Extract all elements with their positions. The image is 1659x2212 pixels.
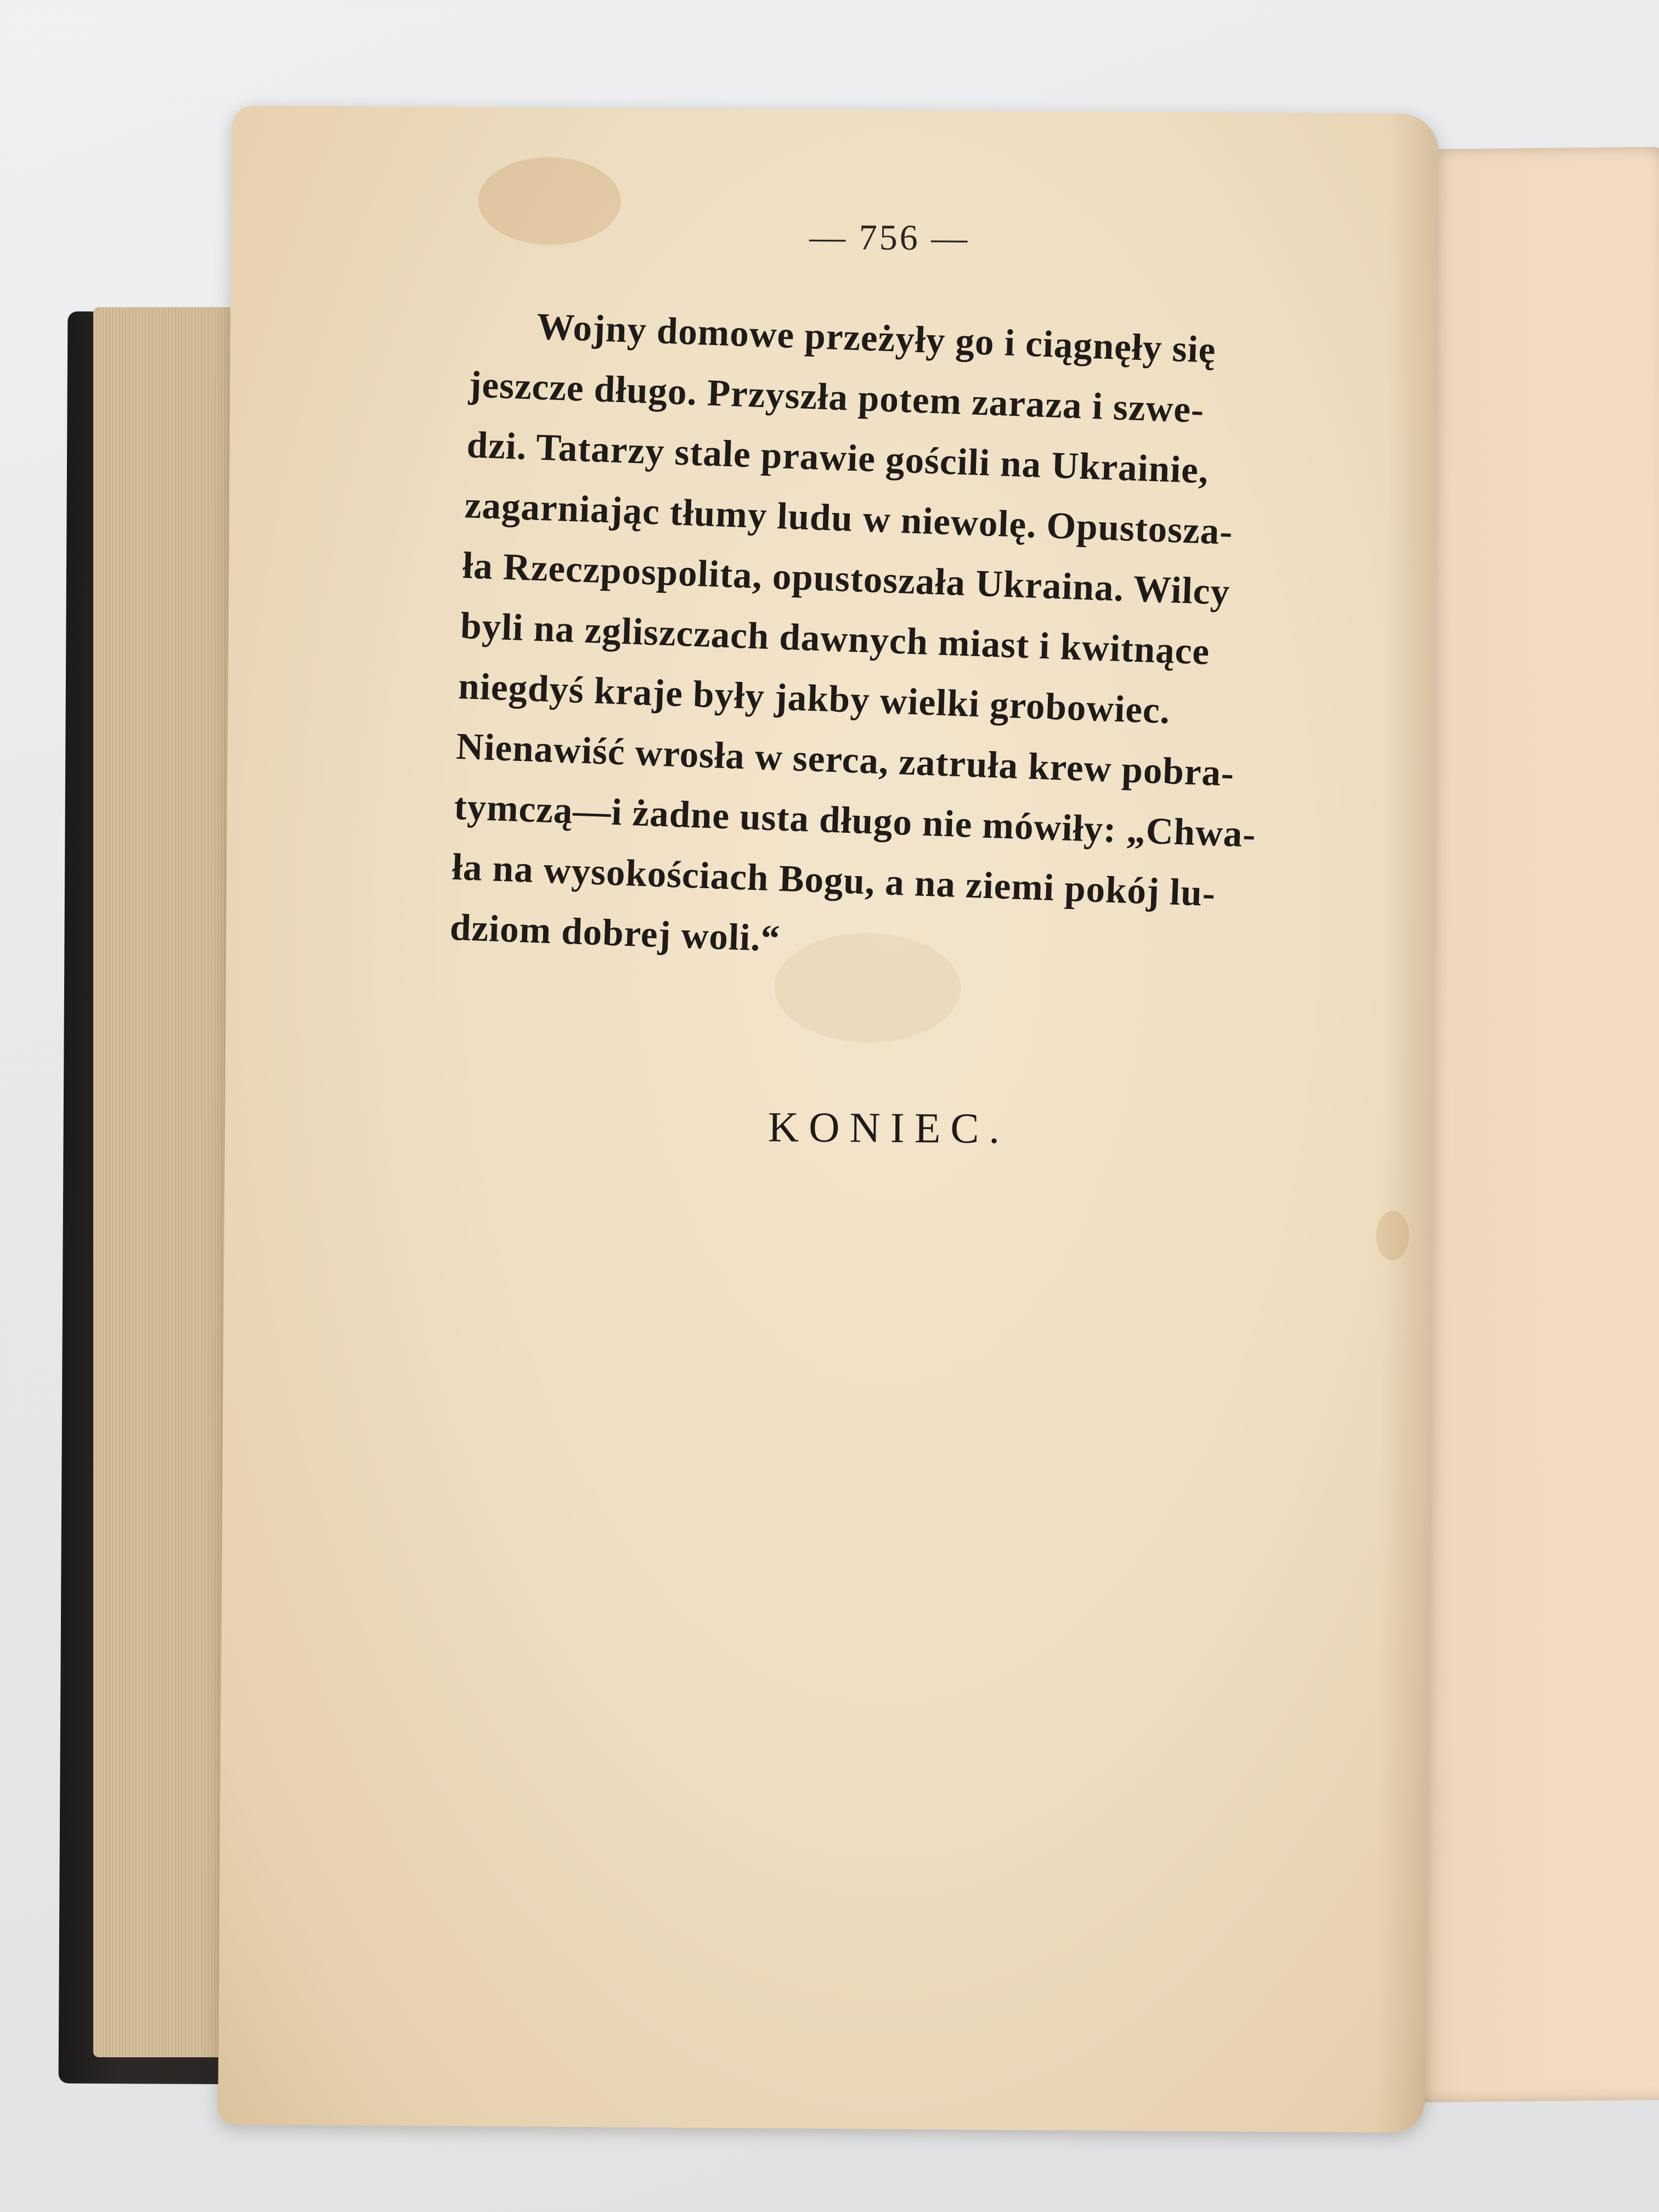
ending-title: KONIEC. bbox=[768, 1103, 1010, 1153]
text-line: Nienawiść wrosła w serca, zatruła krew pobra- bbox=[455, 725, 1235, 794]
text-line: tymczą—i żadne usta długo nie mówiły: „Chwa- bbox=[453, 785, 1257, 855]
text-line: Wojny domowe przeżyły go i ciągnęły się bbox=[536, 305, 1217, 371]
text-line: ła na wysokościach Bogu, a na ziemi pokój lu- bbox=[451, 845, 1217, 915]
text-line: ła Rzeczpospolita, opustoszała Ukraina. Wilcy bbox=[461, 544, 1231, 613]
text-line: zagarniając tłumy ludu w niewolę. Opustosza- bbox=[464, 484, 1234, 553]
text-line: dzi. Tatarzy stale prawie gościli na Ukrainie, bbox=[466, 424, 1210, 492]
text-line: niegdyś kraje były jakby wielki grobowiec. bbox=[458, 665, 1171, 732]
book-page bbox=[218, 105, 1439, 2132]
text-line: byli na zgliszczach dawnych miast i kwitnące bbox=[460, 605, 1211, 673]
page-text bbox=[449, 294, 1360, 988]
text-line: dziom dobrej woli.“ bbox=[449, 906, 781, 960]
text-line: jeszcze długo. Przyszła potem zaraza i szwe- bbox=[468, 363, 1205, 431]
page-number: — 756 — bbox=[809, 217, 970, 258]
